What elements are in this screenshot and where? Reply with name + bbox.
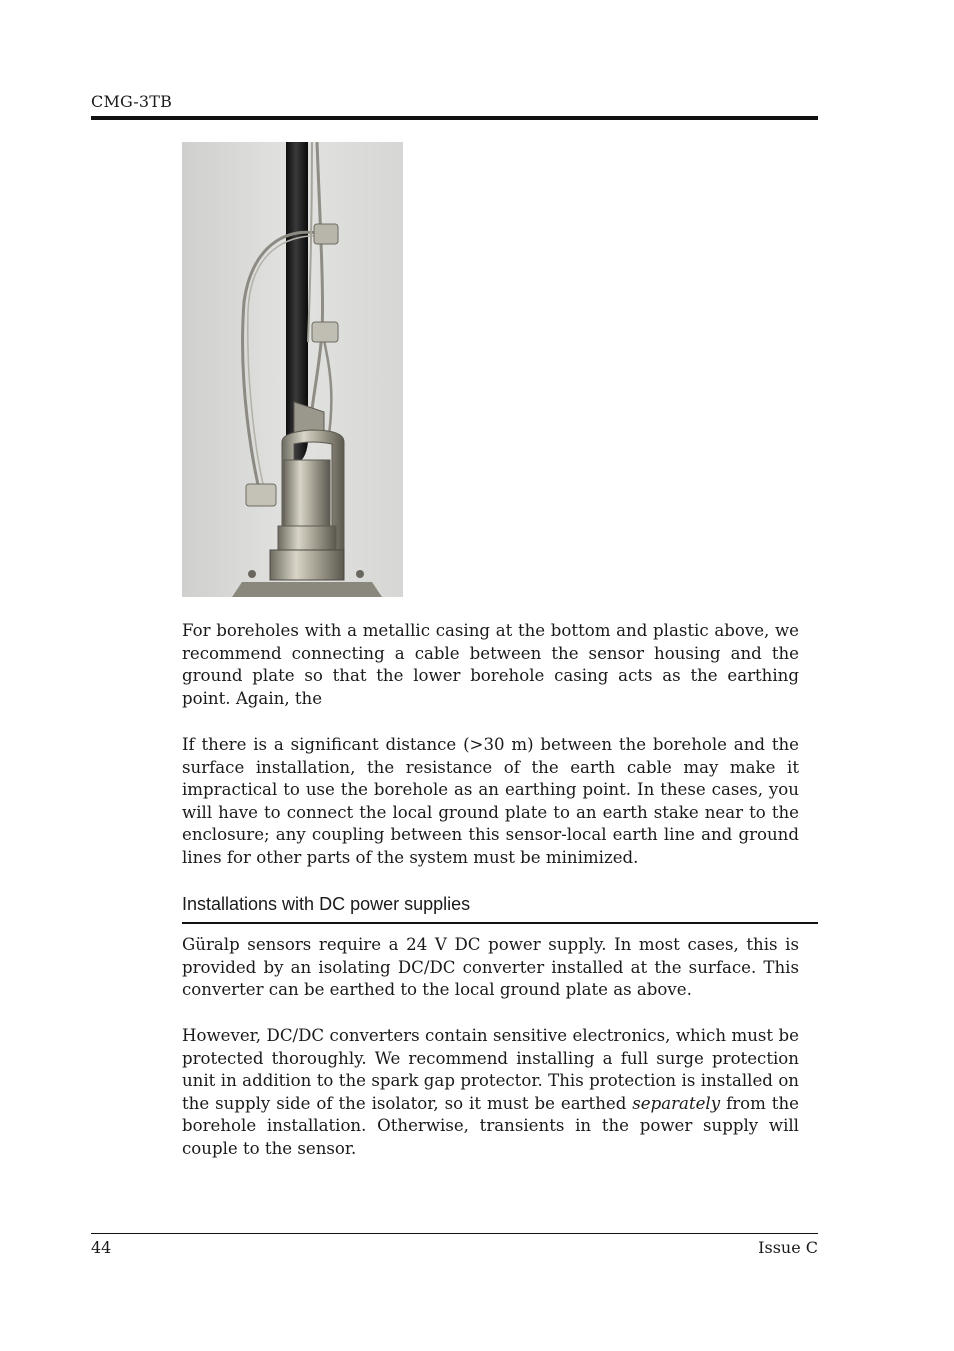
paragraph-metallic-casing: For boreholes with a metallic casing at the bottom and plastic above, we recommend connecting a cable between the sensor housing and the ground plate so that the lower borehole casing acts as the earthing point. Again, the: [182, 621, 799, 708]
emphasis-separately: separately: [632, 1093, 721, 1113]
section-heading: Installations with DC power supplies: [182, 894, 471, 914]
paragraph-text: from the borehole installation. Otherwise, transients in the power supply will couple to the sensor.: [182, 1093, 799, 1158]
paragraph-surge-protection: [182, 1025, 799, 1161]
footer-rule: [91, 1233, 818, 1234]
page-number: 44: [91, 1238, 112, 1257]
paragraph-text: However, DC/DC converters contain sensitive electronics, which must be protected thoroughly. We recommend installing a full surge protection unit in addition to the spark gap protector. This protection is installed on the supply side of the isolator, so it must be earthed: [182, 1026, 799, 1113]
paragraph-dc-supply: Güralp sensors require a 24 V DC power supply. In most cases, this is provided by an isolating DC/DC converter installed at the surface. This converter can be earthed to the local ground plate as above.: [182, 935, 799, 1000]
header-title: CMG-3TB: [91, 92, 173, 111]
issue-label: Issue C: [758, 1238, 818, 1257]
header-rule: [91, 116, 818, 120]
section-rule: [182, 922, 818, 924]
paragraph-earth-distance: If there is a significant distance (>30 m) between the borehole and the surface installation, the resistance of the earth cable may make it impractical to use the borehole as an earthing point. In these cases, you will have to connect the local ground plate to an earth stake near to the enclosure; any coupling between this sensor-local earth line and ground lines for other parts of the system must be minimized.: [182, 735, 799, 867]
sensor-cable-photo: [182, 142, 403, 597]
